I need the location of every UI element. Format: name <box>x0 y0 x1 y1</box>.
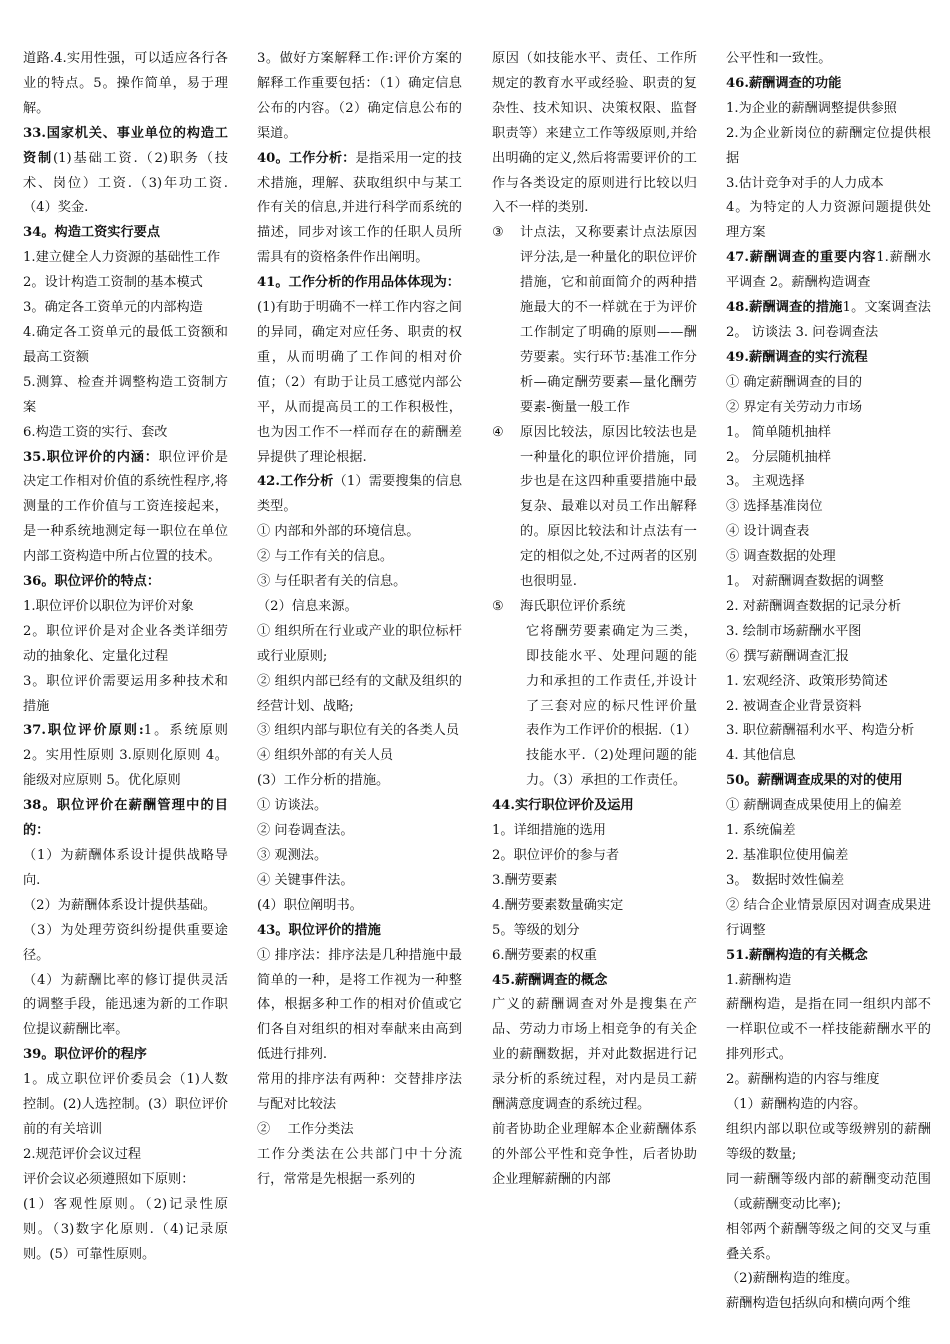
paragraph <box>257 620 462 670</box>
paragraph <box>726 695 931 720</box>
paragraph-text: 1.建立健全人力资源的基础性工作 <box>23 250 221 266</box>
paragraph-text: 1.薪酬水平调查 2。薪酬构造调查 <box>726 250 931 291</box>
paragraph <box>726 196 931 246</box>
paragraph-text: ④ 设计调查表 <box>726 524 810 540</box>
paragraph <box>726 371 931 396</box>
section-heading: 39。职位评价的程序 <box>23 1047 147 1063</box>
paragraph <box>257 670 462 720</box>
paragraph-text: 3。确定各工资单元的内部构造 <box>23 300 203 316</box>
paragraph <box>726 869 931 894</box>
paragraph-text: 3。职位评价需要运用多种技术和措施 <box>23 673 228 714</box>
paragraph <box>726 1168 931 1218</box>
paragraph-text: 相邻两个薪酬等级之间的交叉与重叠关系。 <box>726 1221 931 1262</box>
paragraph <box>726 1218 931 1268</box>
paragraph <box>726 670 931 695</box>
paragraph-text: 3.酬劳要素 <box>492 872 558 888</box>
text-column-1 <box>23 47 228 1267</box>
paragraph-text: 道路.4.实用性强，可以适应各行各业的特点。5。操作简单，易于理解。 <box>23 51 228 116</box>
paragraph <box>23 670 228 720</box>
paragraph <box>23 371 228 421</box>
paragraph <box>257 819 462 844</box>
paragraph-text: 4.确定各工资单元的最低工资额和最高工资额 <box>23 324 228 365</box>
section-paragraph <box>257 271 462 296</box>
paragraph-text: 1.职位评价以职位为评价对象 <box>23 598 194 614</box>
paragraph-text: 1。系统原则 2。实用性原则 3.原则化原则 4。能级对应原则 5。优化原则 <box>23 723 228 789</box>
section-paragraph <box>726 72 931 97</box>
item-text: 海氏职位评价系统 <box>520 598 626 614</box>
paragraph <box>726 620 931 645</box>
paragraph <box>492 944 697 969</box>
paragraph <box>726 794 931 819</box>
section-paragraph <box>23 794 228 844</box>
paragraph <box>726 122 931 172</box>
paragraph-text: 1。成立职位评价委员会（1)人数控制。(2)人选控制。(3）职位评价前的有关培训 <box>23 1072 228 1137</box>
paragraph <box>726 545 931 570</box>
paragraph-text: ③ 选择基准岗位 <box>726 499 823 515</box>
paragraph <box>726 495 931 520</box>
paragraph <box>492 819 697 844</box>
paragraph-text: ④ 关键事件法。 <box>257 872 354 888</box>
paragraph-text: 2。薪酬构造的内容与维度 <box>726 1072 880 1088</box>
section-heading: 43。职位评价的措施 <box>257 922 381 938</box>
paragraph <box>726 645 931 670</box>
paragraph <box>23 421 228 446</box>
paragraph-text: 是指采用一定的技术措施，理解、获取组织中与某工作有关的信息,并进行科学而系统的描述，同步对该工作的任职人员所需具有的资格条件作出阐明。 <box>257 150 462 266</box>
paragraph <box>726 894 931 944</box>
paragraph-text: ① 内部和外部的环境信息。 <box>257 524 420 540</box>
paragraph <box>257 1068 462 1118</box>
paragraph-text: (3）工作分析的措施。 <box>257 773 390 789</box>
paragraph <box>726 570 931 595</box>
section-paragraph <box>492 794 697 819</box>
paragraph-text: 4。为特定的人力资源问题提供处理方案 <box>726 200 931 241</box>
paragraph <box>257 844 462 869</box>
paragraph-text: 5.测算、检查并调整构造工资制方案 <box>23 374 228 415</box>
paragraph-text: 2。职位评价的参与者 <box>492 848 620 863</box>
paragraph-text: 3。 数据时效性偏差 <box>726 872 845 888</box>
paragraph <box>726 1093 931 1118</box>
section-heading: 34。构造工资实行要点 <box>23 225 161 241</box>
section-heading: 45.薪酬调查的概念 <box>492 972 608 988</box>
item-marker: ③ <box>492 225 504 241</box>
section-paragraph <box>726 346 931 371</box>
paragraph-text: （1）薪酬构造的内容。 <box>726 1097 867 1113</box>
paragraph-text: （2)薪酬构造的维度。 <box>726 1271 859 1287</box>
paragraph <box>257 794 462 819</box>
text-column-3 <box>492 47 697 1193</box>
paragraph-text: 1.薪酬构造 <box>726 972 792 988</box>
numbered-item <box>492 221 697 420</box>
section-heading: 37.职位评价原则: <box>23 723 144 739</box>
section-heading: 49.薪酬调查的实行流程 <box>726 349 868 365</box>
paragraph <box>726 172 931 197</box>
section-heading: 38。职位评价在薪酬管理中的目的： <box>23 798 228 839</box>
paragraph <box>23 271 228 296</box>
paragraph-text: 3。 主观选择 <box>726 474 805 490</box>
paragraph-text: 2.为企业新岗位的薪酬定位提供根据 <box>726 125 931 166</box>
paragraph-text: 常用的排序法有两种：交替排序法与配对比较法 <box>257 1072 462 1113</box>
text-column-2 <box>257 47 462 1193</box>
paragraph-text: ① 排序法：排序法是几种措施中最简单的一种，是将工作视为一种整体，根据多种工作的相对价值或它们各自对组织的相对奉献来由高到低进行排列. <box>257 947 462 1063</box>
paragraph-text: ② 结合企业情景原因对调查成果进行调整 <box>726 897 931 938</box>
paragraph <box>23 296 228 321</box>
paragraph <box>492 894 697 919</box>
paragraph <box>23 919 228 969</box>
paragraph-text: ① 确定薪酬调查的目的 <box>726 374 863 390</box>
paragraph-text: (4）职位阐明书。 <box>257 897 363 913</box>
paragraph <box>23 969 228 1044</box>
item-text: 原因比较法，原因比较法也是一种量化的职位评价措施，同步也是在这四种重要措施中最复杂、最难以对员工作出解释的。原因比较法和计点法有一定的相似之处,不过两者的区别也很明显. <box>520 424 697 590</box>
paragraph-text: 公平性和一致性。 <box>726 51 832 66</box>
paragraph-text: 5。等级的划分 <box>492 922 580 938</box>
section-heading: 50。薪酬调查成果的对的使用 <box>726 773 903 789</box>
section-heading: 44.实行职位评价及运用 <box>492 798 634 814</box>
numbered-item <box>492 595 697 620</box>
paragraph <box>23 894 228 919</box>
paragraph <box>492 869 697 894</box>
paragraph-text: 6.酬劳要素的权重 <box>492 947 597 963</box>
paragraph <box>726 595 931 620</box>
paragraph-text: 2。 分层随机抽样 <box>726 449 831 465</box>
paragraph <box>726 421 931 446</box>
paragraph-text: ② 组织内部已经有的文献及组织的经营计划、战略; <box>257 673 462 714</box>
paragraph <box>23 246 228 271</box>
paragraph-text: 广义的薪酬调查对外是搜集在产品、劳动力市场上相竞争的有关企业的薪酬数据，并对此数据进行记录分析的系统过程，对内是员工薪酬满意度调查的系统过程。 <box>492 997 697 1113</box>
section-paragraph <box>257 919 462 944</box>
section-paragraph <box>726 246 931 296</box>
paragraph <box>726 744 931 769</box>
paragraph <box>257 769 462 794</box>
paragraph-text: 评价会议必须遵照如下原则： <box>23 1171 195 1187</box>
paragraph-text: (1）客观性原则。（2)记录性原则。（3)数字化原则.（4)记录原则。(5）可靠性原则。 <box>23 1196 228 1262</box>
paragraph <box>257 520 462 545</box>
paragraph-text: 组织内部以职位或等级辨别的薪酬等级的数量; <box>726 1121 931 1162</box>
paragraph <box>257 545 462 570</box>
text-column-4 <box>726 47 931 1317</box>
paragraph-text: 2。职位评价是对企业各类详细劳动的抽象化、定量化过程 <box>23 623 228 664</box>
paragraph-text: 薪酬构造包括纵向和横向两个维 <box>726 1296 911 1312</box>
paragraph: 它将酬劳要素确定为三类，即技能水平、处理问题的能力和承担的工作责任,并设计了三套对应的标尺性评价量表作为工作评价的根据.（1）技能水平.（2)处理问题的能力。（3）承担的工作责任。 <box>526 623 697 789</box>
paragraph-text: 1. 宏观经济、政策形势简述 <box>726 673 888 689</box>
paragraph-text: ② 工作分类法 <box>257 1121 354 1137</box>
paragraph <box>492 844 697 869</box>
paragraph <box>257 1143 462 1193</box>
paragraph-text: 职位评价是决定工作相对价值的系统性程序,将测量的工作价值与工资连接起来，是一种系统地测定每一职位在单位内部工资构造中所占位置的技术。 <box>23 449 228 565</box>
item-marker: ⑤ <box>492 598 504 614</box>
paragraph <box>257 570 462 595</box>
paragraph <box>257 296 462 470</box>
paragraph <box>726 1267 931 1292</box>
paragraph-text: 工作分类法在公共部门中十分流行，常常是先根据一系列的 <box>257 1146 462 1187</box>
section-heading: 35.职位评价的内涵： <box>23 449 159 465</box>
paragraph-text: 3。做好方案解释工作:评价方案的解释工作重要包括：（1）确定信息公布的内容。（2）确定信息公布的渠道。 <box>257 51 462 141</box>
section-paragraph <box>23 122 228 222</box>
section-heading: 41。工作分析的作用品体体现为： <box>257 275 460 291</box>
section-paragraph <box>726 944 931 969</box>
section-paragraph <box>492 969 697 994</box>
paragraph-text: 2. 基准职位使用偏差 <box>726 848 849 863</box>
paragraph <box>257 1118 462 1143</box>
section-heading: 48.薪酬调查的措施 <box>726 300 843 316</box>
paragraph-text: ⑤ 调查数据的处理 <box>726 549 836 565</box>
item-marker: ④ <box>492 424 504 440</box>
paragraph-text: ④ 组织外部的有关人员 <box>257 748 394 764</box>
section-heading: 36。职位评价的特点： <box>23 574 161 590</box>
section-heading: 47.薪酬调查的重要内容 <box>726 250 877 266</box>
paragraph <box>257 869 462 894</box>
paragraph-text: （3）为处理劳资纠纷提供重要途径。 <box>23 922 228 963</box>
paragraph-text: 1。文案调查法 2。 访谈法 3. 问卷调查法 <box>726 300 931 340</box>
paragraph <box>726 819 931 844</box>
paragraph <box>726 396 931 421</box>
paragraph <box>726 1068 931 1093</box>
paragraph-text: 3. 职位薪酬福利水平、构造分析 <box>726 723 915 739</box>
paragraph-text: ③ 与任职者有关的信息。 <box>257 574 407 590</box>
paragraph-text: 6.构造工资的实行、套改 <box>23 424 168 440</box>
paragraph-text: 2. 对薪酬调查数据的记录分析 <box>726 598 902 614</box>
paragraph <box>257 944 462 1069</box>
paragraph-text: 3.估计竞争对手的人力成本 <box>726 175 884 191</box>
paragraph-text: 1. 系统偏差 <box>726 823 796 839</box>
paragraph-text: ③ 观测法。 <box>257 848 328 863</box>
paragraph <box>492 1118 697 1193</box>
paragraph-text: 2.规范评价会议过程 <box>23 1146 142 1162</box>
paragraph-text: （4）为薪酬比率的修订提供灵活的调整手段，能迅速为新的工作职位提议薪酬比率。 <box>23 972 228 1038</box>
paragraph <box>23 595 228 620</box>
paragraph <box>726 993 931 1068</box>
paragraph <box>726 470 931 495</box>
section-heading: 33.国家机关、事业单位的构造工资制 <box>23 125 228 166</box>
paragraph-text: ① 组织所在行业或产业的职位标杆或行业原则; <box>257 623 462 664</box>
paragraph-text: ③ 组织内部与职位有关的各类人员 <box>257 723 460 739</box>
section-paragraph <box>23 221 228 246</box>
paragraph <box>257 744 462 769</box>
section-paragraph <box>726 296 931 346</box>
paragraph: 原因（如技能水平、责任、工作所规定的教育水平或经验、职责的复杂性、技术知识、决策权限、监督职责等）来建立工作等级原则,并给出明确的定义,然后将需要评价的工作与各类设定的原则进行比较以归入不一样的类别. <box>492 51 697 216</box>
section-paragraph <box>23 1043 228 1068</box>
paragraph-text: ⑥ 撰写薪酬调查汇报 <box>726 648 849 664</box>
paragraph <box>23 1193 228 1268</box>
item-text: 计点法，又称要素计点法原因评分法,是一种量化的职位评价措施，它和前面简介的两种措施最大的不一样就在于为评价工作制定了明确的原则——酬劳要素。实行环节:基准工作分析—确定酬劳要素—量化酬劳要素-衡量一般工作 <box>520 225 697 415</box>
paragraph <box>726 97 931 122</box>
paragraph <box>23 844 228 894</box>
paragraph <box>23 620 228 670</box>
section-heading: 42.工作分析 <box>257 474 334 490</box>
paragraph <box>257 894 462 919</box>
section-paragraph <box>23 570 228 595</box>
paragraph <box>23 321 228 371</box>
paragraph-text: （2）为薪酬体系设计提供基础。 <box>23 897 217 913</box>
numbered-item <box>492 421 697 595</box>
paragraph <box>726 446 931 471</box>
paragraph-text: 1。 对薪酬调查数据的调整 <box>726 574 884 590</box>
paragraph <box>726 1292 931 1317</box>
paragraph <box>492 993 697 1118</box>
paragraph-text: 同一薪酬等级内部的薪酬变动范围（或薪酬变动比率); <box>726 1171 931 1212</box>
paragraph-text: (1)有助于明确不一样工作内容之间的异同，确定对应任务、职责的权重，从而明确了工作间的相对价值；（2）有助于让员工感觉内部公平，从而提高员工的工作积极性，也为因工作不一样而存在的薪酬差异提供了理论根据. <box>257 300 462 465</box>
paragraph <box>23 1168 228 1193</box>
section-paragraph <box>257 470 462 520</box>
paragraph <box>726 969 931 994</box>
paragraph <box>257 595 462 620</box>
paragraph <box>257 47 462 147</box>
paragraph-text: ① 访谈法。 <box>257 798 328 814</box>
paragraph-text: 前者协助企业理解本企业薪酬体系的外部公平性和竞争性，后者协助企业理解薪酬的内部 <box>492 1121 697 1187</box>
paragraph-text: 2. 被调查企业背景资料 <box>726 698 862 714</box>
paragraph <box>726 844 931 869</box>
paragraph <box>726 719 931 744</box>
paragraph-text: 4.酬劳要素数量确实定 <box>492 897 624 913</box>
paragraph <box>726 47 931 72</box>
section-paragraph <box>726 769 931 794</box>
paragraph-text: （1）需要搜集的信息类型。 <box>257 474 463 515</box>
paragraph-text: 1。详细措施的选用 <box>492 823 606 839</box>
paragraph-text: （1）为薪酬体系设计提供战略导向. <box>23 848 228 888</box>
paragraph <box>492 919 697 944</box>
section-paragraph <box>257 147 462 272</box>
paragraph-text: ② 问卷调查法。 <box>257 823 354 839</box>
paragraph-text: 薪酬构造，是指在同一组织内部不一样职位或不一样技能薪酬水平的排列形式。 <box>726 997 931 1063</box>
paragraph-text: ① 薪酬调查成果使用上的偏差 <box>726 798 902 814</box>
section-paragraph <box>23 719 228 794</box>
paragraph <box>23 1143 228 1168</box>
paragraph <box>257 719 462 744</box>
paragraph-text: 1.为企业的薪酬调整提供参照 <box>726 100 897 116</box>
paragraph <box>23 1068 228 1143</box>
paragraph-text: (1)基础工资.（2)职务（技术、岗位）工资.（3)年功工资.（4）奖金. <box>23 150 228 216</box>
paragraph-text: 2。设计构造工资制的基本模式 <box>23 275 203 291</box>
paragraph-text: （2）信息来源。 <box>257 598 358 614</box>
paragraph <box>726 520 931 545</box>
section-heading: 51.薪酬构造的有关概念 <box>726 947 868 963</box>
paragraph-text: ② 界定有关劳动力市场 <box>726 399 863 415</box>
section-heading: 40。工作分析： <box>257 150 356 166</box>
section-paragraph <box>23 446 228 571</box>
paragraph-text: ② 与工作有关的信息。 <box>257 549 394 565</box>
section-heading: 46.薪酬调查的功能 <box>726 75 842 91</box>
paragraph-text: 4. 其他信息 <box>726 748 796 764</box>
paragraph-text: 1。 简单随机抽样 <box>726 424 831 440</box>
paragraph <box>726 1118 931 1168</box>
paragraph <box>23 47 228 122</box>
paragraph-text: 3. 绘制市场薪酬水平图 <box>726 623 862 639</box>
